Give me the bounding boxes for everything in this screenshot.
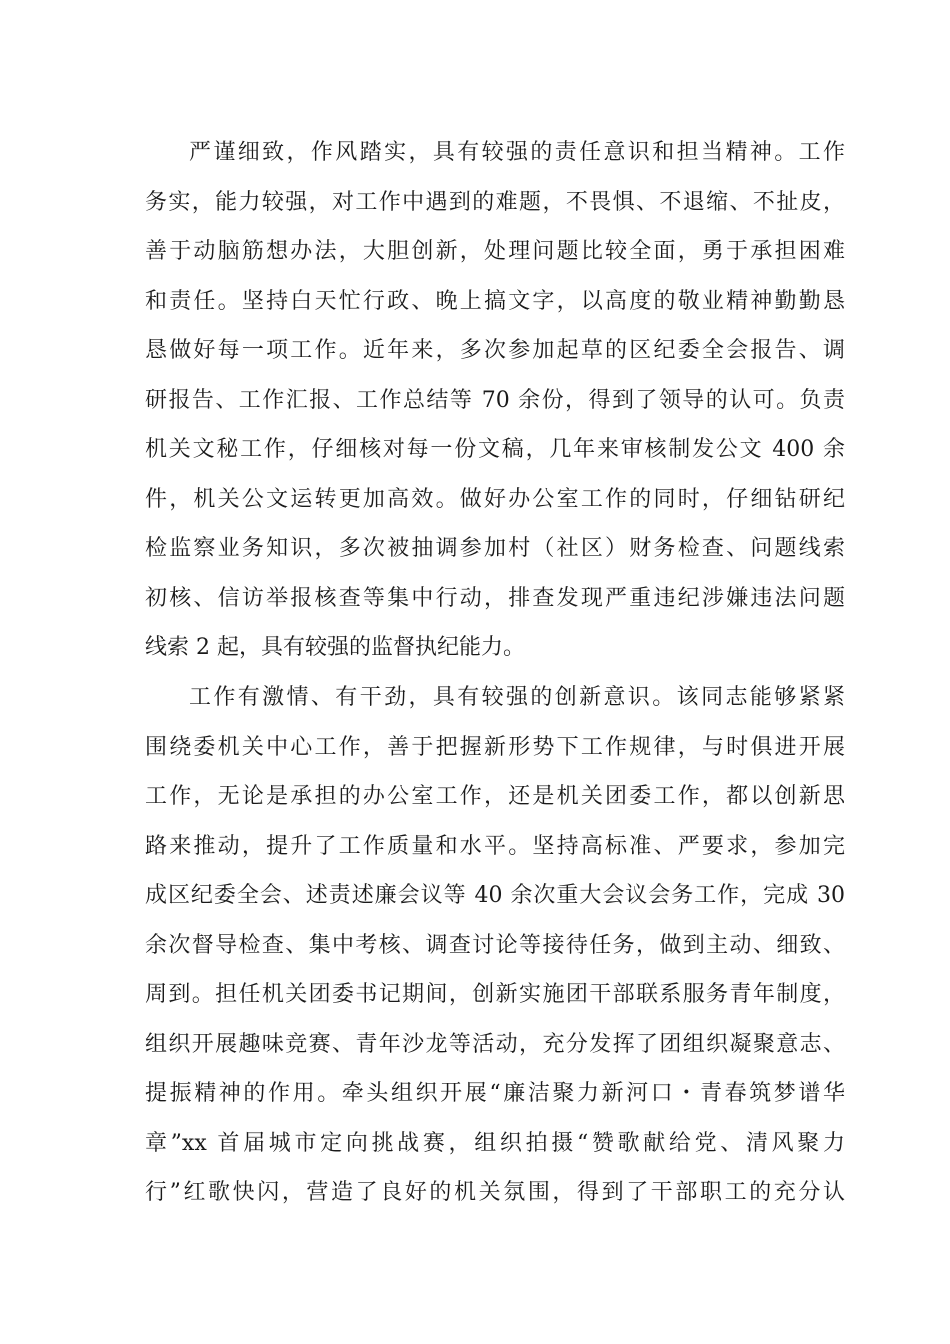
- text-line: 线索 2 起，具有较强的监督执纪能力。: [145, 635, 525, 660]
- text-line: 初核、信访举报核查等集中行动，排查发现严重违纪涉嫌违法问题: [145, 585, 845, 611]
- text-line: 成区纪委全会、述责述廉会议等 40 余次重大会议会务工作，完成 30: [145, 883, 845, 908]
- text-line: 余次督导检查、集中考核、调查讨论等接待任务，做到主动、细致、: [145, 932, 845, 958]
- text-line: 严谨细致，作风踏实，具有较强的责任意识和担当精神。工作: [189, 140, 845, 165]
- paragraph-responsibility: [145, 128, 845, 673]
- text-line: 章”xx 首届城市定向挑战赛，组织拍摄“赞歌献给党、清风聚力: [145, 1130, 845, 1156]
- paragraph-innovation: [145, 673, 845, 1218]
- text-line: 件，机关公文运转更加高效。做好办公室工作的同时，仔细钻研纪: [145, 486, 845, 512]
- text-line: 工作，无论是承担的办公室工作，还是机关团委工作，都以创新思: [145, 784, 845, 809]
- text-line: 务实，能力较强，对工作中遇到的难题，不畏惧、不退缩、不扯皮，: [145, 189, 845, 215]
- text-line: 工作有激情、有干劲，具有较强的创新意识。该同志能够紧紧: [189, 685, 845, 710]
- text-line: 周到。担任机关团委书记期间，创新实施团干部联系服务青年制度，: [145, 982, 845, 1007]
- text-line: 研报告、工作汇报、工作总结等 70 余份，得到了领导的认可。负责: [145, 387, 845, 413]
- text-line: 路来推动，提升了工作质量和水平。坚持高标准、严要求，参加完: [145, 833, 845, 859]
- text-line: 围绕委机关中心工作，善于把握新形势下工作规律，与时俱进开展: [145, 734, 845, 760]
- text-line: 恳做好每一项工作。近年来，多次参加起草的区纪委全会报告、调: [145, 338, 845, 363]
- text-line: 检监察业务知识，多次被抽调参加村（社区）财务检查、问题线索: [145, 536, 845, 561]
- text-line: 和责任。坚持白天忙行政、晚上搞文字，以高度的敬业精神勤勤恳: [145, 288, 845, 314]
- text-line: 善于动脑筋想办法，大胆创新，处理问题比较全面，勇于承担困难: [145, 239, 845, 264]
- text-line: 组织开展趣味竞赛、青年沙龙等活动，充分发挥了团组织凝聚意志、: [145, 1031, 845, 1057]
- text-line: 提振精神的作用。牵头组织开展“廉洁聚力新河口・青春筑梦谱华: [145, 1081, 845, 1106]
- text-line: 机关文秘工作，仔细核对每一份文稿，几年来审核制发公文 400 余: [145, 437, 845, 462]
- text-line: 行”红歌快闪，营造了良好的机关氛围，得到了干部职工的充分认: [145, 1180, 845, 1205]
